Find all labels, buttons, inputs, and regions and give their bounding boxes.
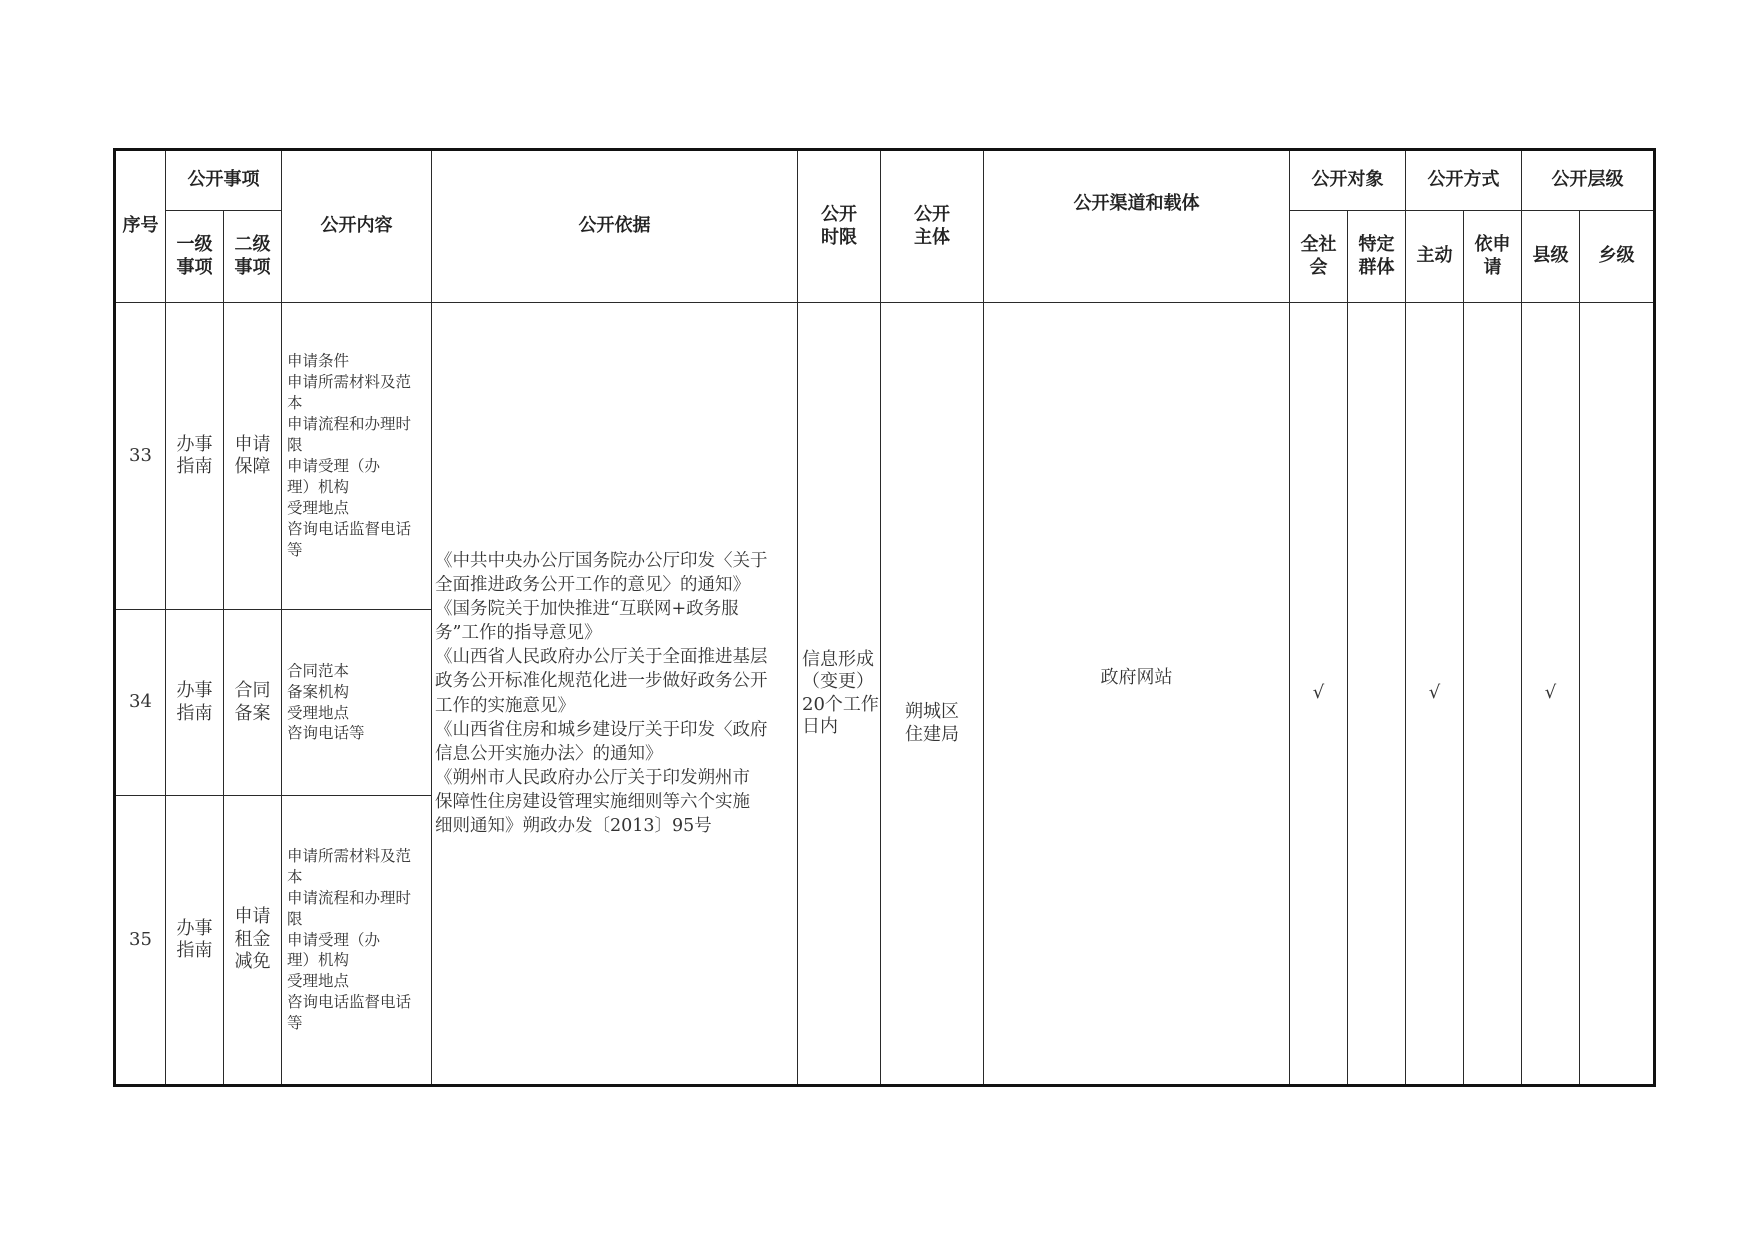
header-level-county: 县级 — [1522, 211, 1580, 303]
empty-mode-request — [1464, 303, 1522, 1086]
header-level2: 二级 事项 — [224, 211, 282, 303]
row-seq: 35 — [115, 796, 166, 1086]
header-mode-active: 主动 — [1406, 211, 1464, 303]
row-content: 申请所需材料及范 本 申请流程和办理时 限 申请受理（办 理）机构 受理地点 咨询电话监督电话 等 — [282, 796, 432, 1086]
row-level2: 申请 租金 减免 — [224, 796, 282, 1086]
header-items-group: 公开事项 — [166, 150, 282, 211]
check-mode-active: √ — [1406, 303, 1464, 1086]
header-time-limit: 公开 时限 — [798, 150, 881, 303]
check-target-all: √ — [1290, 303, 1348, 1086]
row-content: 合同范本 备案机构 受理地点 咨询电话等 — [282, 610, 432, 796]
header-target-specific: 特定 群体 — [1348, 211, 1406, 303]
table-row — [115, 303, 1655, 610]
empty-level-town — [1580, 303, 1655, 1086]
header-seq: 序号 — [115, 150, 166, 303]
row-level1: 办事 指南 — [166, 303, 224, 610]
disclosure-time-limit: 信息形成 （变更） 20个工作 日内 — [798, 303, 881, 1086]
disclosure-basis: 《中共中央办公厅国务院办公厅印发〈关于 全面推进政务公开工作的意见〉的通知》 《国务院关于加快推进“互联网+政务服 务”工作的指导意见》 《山西省人民政府办公厅关于全面推进基层 政务公开标准化规范化进一步做好政务公开 工作的实施意见》 《山西省住房和城乡建设厅关于印发〈政府 信息公开实施办法〉的通知》 《朔州市人民政府办公厅关于印发朔州市 保障性住房建设管理实施细则等六个实施 细则通知》朔政办发〔2013〕95号 — [432, 303, 798, 1086]
header-basis: 公开依据 — [432, 150, 798, 303]
check-level-county: √ — [1522, 303, 1580, 1086]
header-level1: 一级 事项 — [166, 211, 224, 303]
row-level2: 合同 备案 — [224, 610, 282, 796]
header-row-1 — [115, 150, 1655, 211]
disclosure-channel: 政府网站 — [984, 303, 1290, 1086]
header-target-group: 公开对象 — [1290, 150, 1406, 211]
header-mode-request: 依申 请 — [1464, 211, 1522, 303]
row-level1: 办事 指南 — [166, 610, 224, 796]
disclosure-table — [113, 148, 1656, 1087]
header-subject: 公开 主体 — [881, 150, 984, 303]
header-level-group: 公开层级 — [1522, 150, 1655, 211]
row-seq: 33 — [115, 303, 166, 610]
header-level-town: 乡级 — [1580, 211, 1655, 303]
row-seq: 34 — [115, 610, 166, 796]
header-target-all: 全社 会 — [1290, 211, 1348, 303]
header-mode-group: 公开方式 — [1406, 150, 1522, 211]
disclosure-subject: 朔城区 住建局 — [881, 303, 984, 1086]
row-content: 申请条件 申请所需材料及范 本 申请流程和办理时 限 申请受理（办 理）机构 受理地点 咨询电话监督电话 等 — [282, 303, 432, 610]
row-level1: 办事 指南 — [166, 796, 224, 1086]
header-channel: 公开渠道和载体 — [984, 150, 1290, 303]
row-level2: 申请 保障 — [224, 303, 282, 610]
empty-target-specific — [1348, 303, 1406, 1086]
header-content: 公开内容 — [282, 150, 432, 303]
